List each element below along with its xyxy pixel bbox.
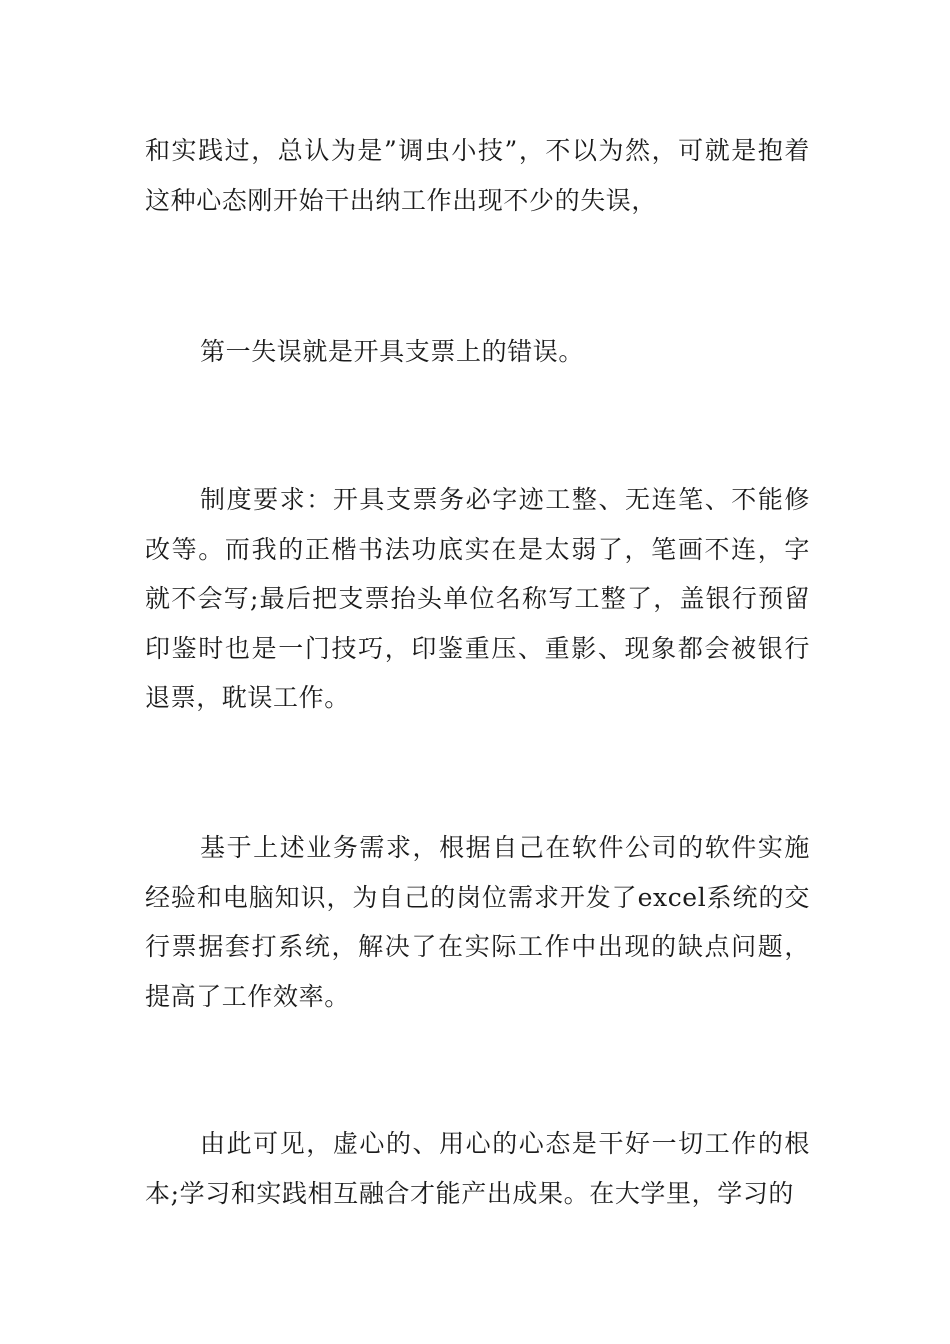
paragraph-conclusion: 由此可见，虚心的、用心的心态是干好一切工作的根本;学习和实践相互融合才能产出成果。在大学里，学习的 [145,1129,810,1208]
paragraph-business-needs: 基于上述业务需求，根据自己在软件公司的软件实施经验和电脑知识，为自己的岗位需求开发了excel系统的交行票据套打系统，解决了在实际工作中出现的缺点问题，提高了工作效率。 [145,833,810,1011]
paragraph-continuation: 和实践过，总认为是”调虫小技”，不以为然，可就是抱着这种心态刚开始干出纳工作出现不少的失误， [145,136,810,215]
paragraph-system-requirements: 制度要求：开具支票务必字迹工整、无连笔、不能修改等。而我的正楷书法功底实在是太弱了，笔画不连，字就不会写;最后把支票抬头单位名称写工整了，盖银行预留印鉴时也是一门技巧，印鉴重压、重影、现象都会被银行退票，耽误工作。 [145,485,810,712]
paragraph-first-mistake: 第一失误就是开具支票上的错误。 [200,337,585,366]
